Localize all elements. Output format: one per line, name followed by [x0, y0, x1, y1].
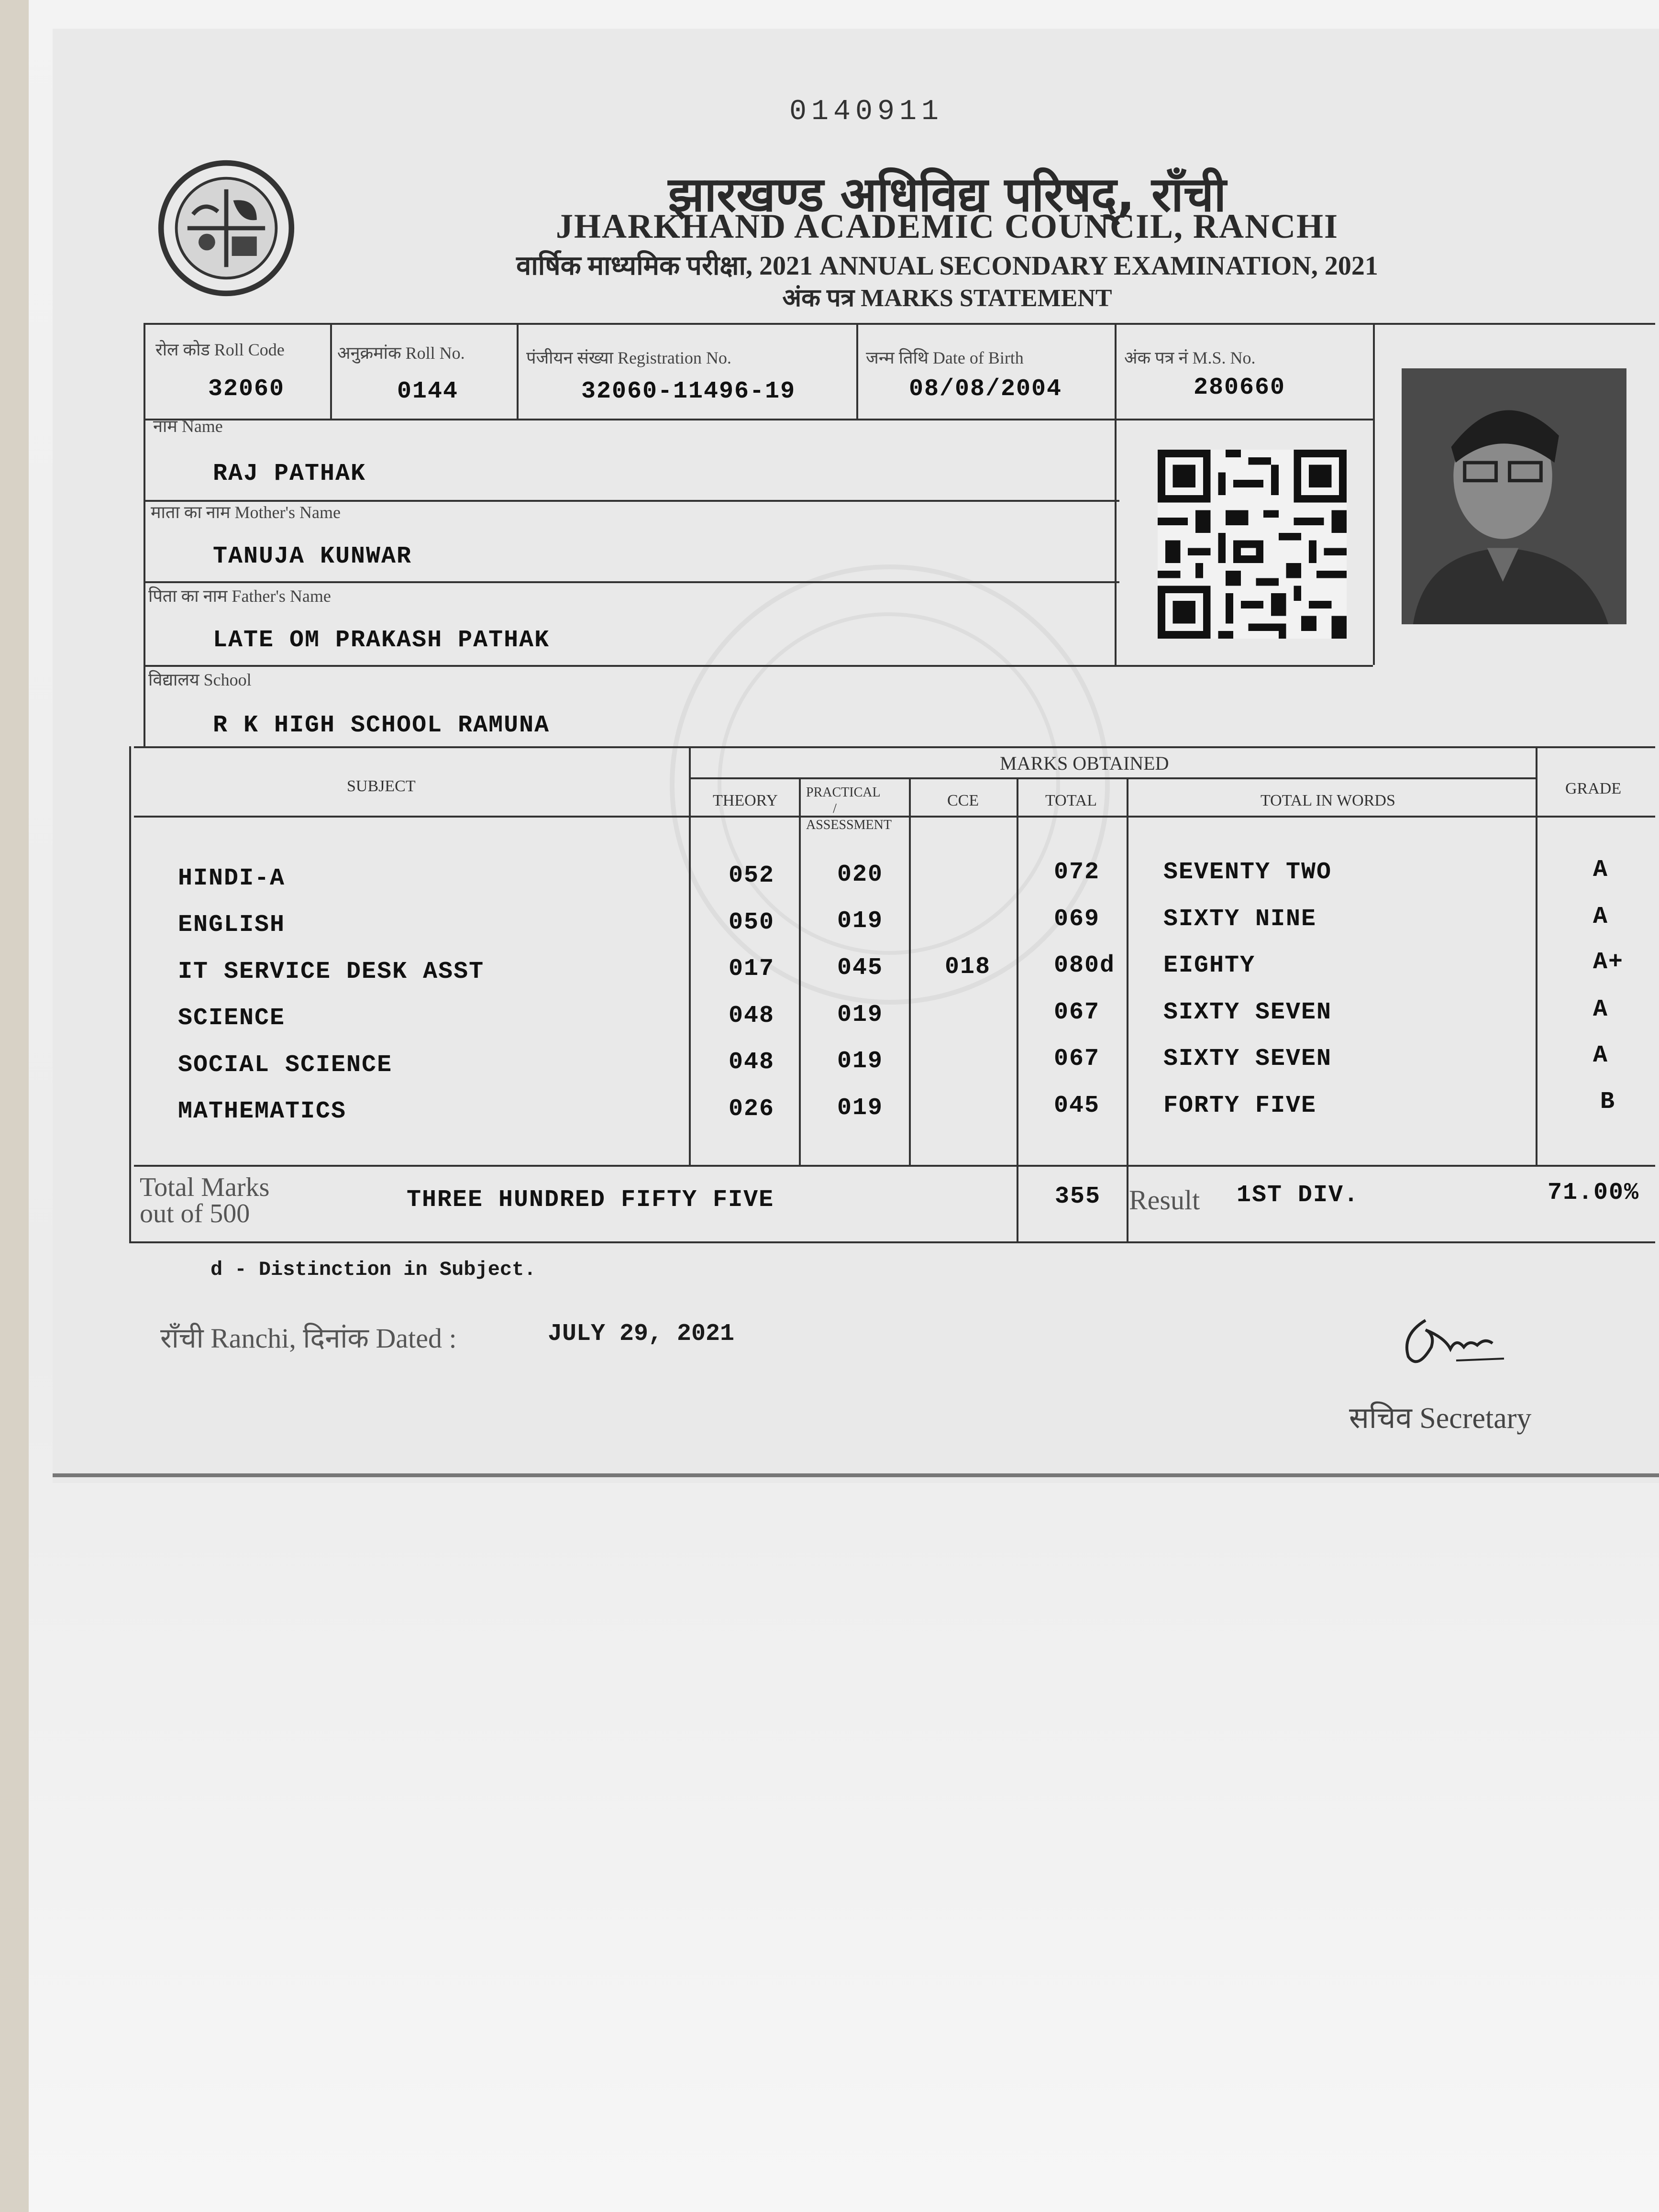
total-in-words-header: TOTAL IN WORDS	[1261, 792, 1395, 809]
result-value: 1ST DIV.	[1237, 1182, 1360, 1209]
ms-no-value: 280660	[1194, 374, 1286, 401]
marks-obtained-header: MARKS OBTAINED	[1000, 752, 1169, 774]
total-in-words: THREE HUNDRED FIFTY FIVE	[407, 1186, 774, 1214]
document-title: अंक पत्र MARKS STATEMENT	[782, 285, 1112, 312]
serial-number: 0140911	[789, 96, 944, 128]
roll-code-label: रोल कोड Roll Code	[155, 340, 285, 359]
issue-date: JULY 29, 2021	[548, 1320, 735, 1348]
exam-title: वार्षिक माध्यमिक परीक्षा, 2021 ANNUAL SECONDARY EXAMINATION, 2021	[516, 251, 1378, 281]
total-marks-out-of: out of 500	[140, 1199, 250, 1228]
ms-no-label: अंक पत्र नं M.S. No.	[1124, 348, 1256, 367]
registration-value: 32060-11496-19	[581, 378, 796, 405]
father-name-label: पिता का नाम Father's Name	[148, 586, 331, 606]
roll-code-value: 32060	[208, 376, 285, 403]
total-marks-value: 355	[1055, 1183, 1101, 1210]
council-name-hindi: झारखण्ड अधिविद्य परिषद्, राँची	[668, 166, 1227, 222]
theory-header: THEORY	[713, 792, 778, 809]
student-name: RAJ PATHAK	[213, 460, 366, 487]
page-divider	[53, 1473, 1659, 1477]
secretary-designation: सचिव Secretary	[1349, 1402, 1532, 1435]
student-photo	[1402, 368, 1626, 624]
total-header: TOTAL	[1045, 792, 1097, 809]
distinction-note: d - Distinction in Subject.	[210, 1258, 536, 1281]
council-logo	[157, 159, 296, 298]
mother-name-label: माता का नाम Mother's Name	[151, 503, 341, 522]
roll-no-label: अनुक्रमांक Roll No.	[337, 343, 465, 363]
roll-no-value: 0144	[397, 378, 459, 405]
school-label: विद्यालय School	[148, 670, 252, 689]
school-name: R K HIGH SCHOOL RAMUNA	[213, 712, 550, 739]
subject-header: SUBJECT	[347, 777, 416, 795]
practical-header: PRACTICAL / ASSESSMENT	[806, 785, 892, 832]
dated-label: राँची Ranchi, दिनांक Dated :	[160, 1323, 457, 1354]
mother-name: TANUJA KUNWAR	[213, 543, 412, 570]
percentage: 71.00%	[1548, 1179, 1640, 1206]
cce-header: CCE	[947, 792, 979, 809]
qr-code	[1153, 450, 1351, 639]
secretary-signature	[1397, 1301, 1512, 1373]
registration-label: पंजीयन संख्या Registration No.	[526, 348, 731, 367]
grade-header: GRADE	[1565, 780, 1622, 797]
name-label: नाम Name	[153, 417, 223, 436]
total-marks-label: Total Marks	[140, 1172, 270, 1202]
dob-value: 08/08/2004	[909, 376, 1062, 403]
father-name: LATE OM PRAKASH PATHAK	[213, 627, 550, 654]
dob-label: जन्म तिथि Date of Birth	[866, 348, 1024, 367]
council-name-english: JHARKHAND ACADEMIC COUNCIL, RANCHI	[555, 207, 1339, 245]
result-label: Result	[1129, 1184, 1200, 1216]
